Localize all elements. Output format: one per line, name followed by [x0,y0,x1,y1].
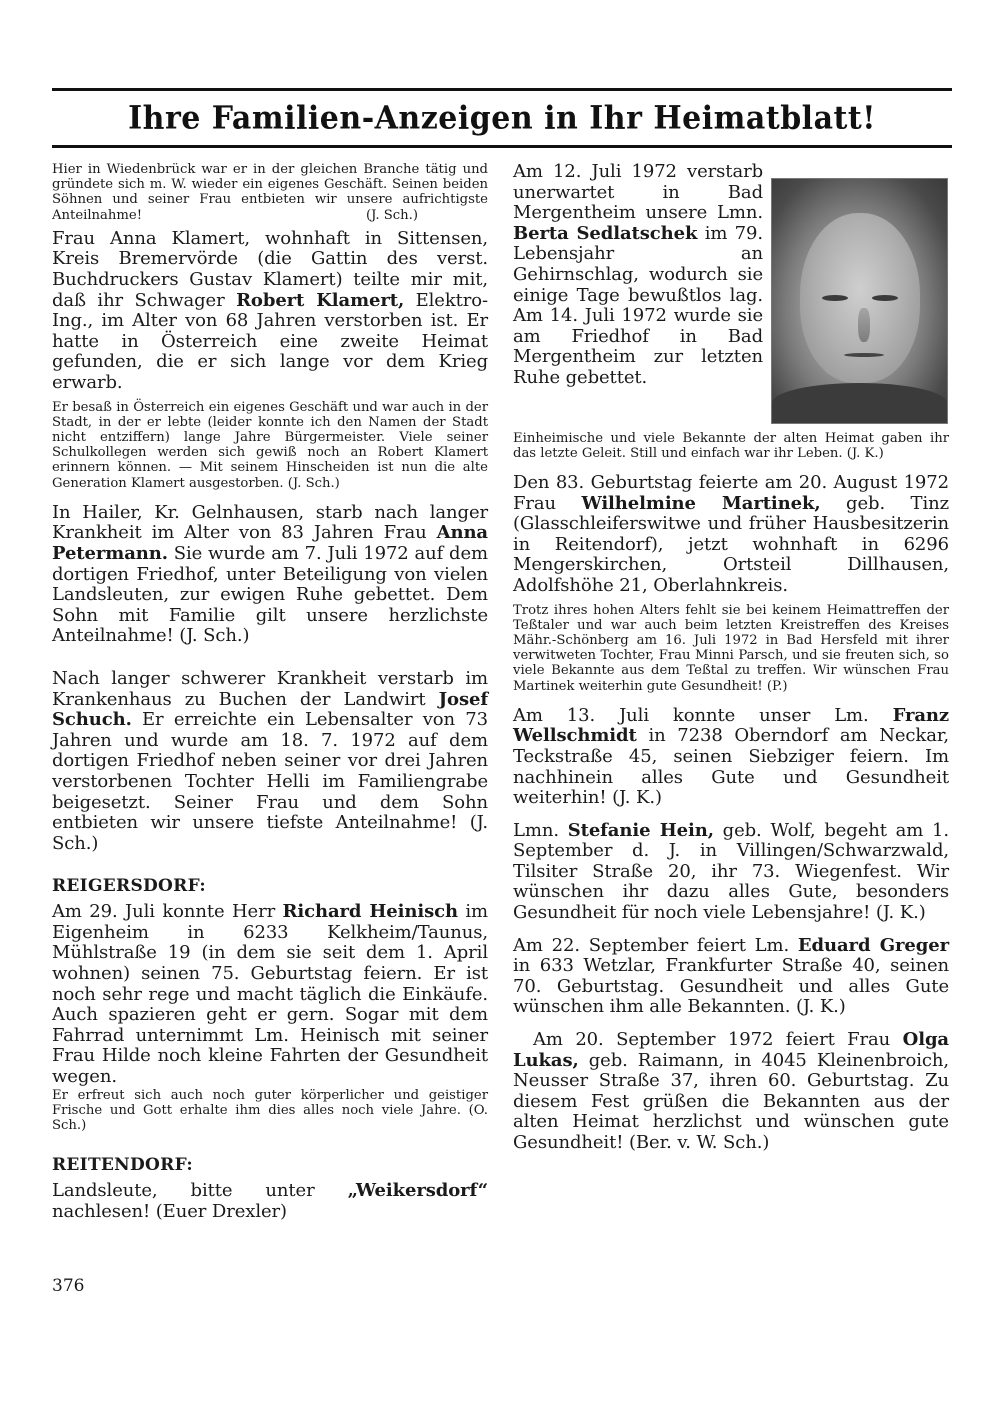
person-name: Anna Petermann. [52,522,488,564]
person-name: Wilhelmine Martinek, [581,492,821,514]
notice-greger: Am 22. September feiert Lm. Eduard Greger in 633 Wetzlar, Frankfurter Straße 40, seinen 70. Geburtstag. Gesundheit und alles Gute wünschen ihm alle Bekannten. (J. K.) [513,934,949,1018]
notice-lukas: Am 20. September 1972 feiert Frau Olga Lukas, geb. Raimann, in 4045 Kleinenbroich, Neusser Straße 37, ihren 60. Geburtstag. Zu diesem Fest grüßen die Bekannten aus der alten Heimat herzlichst und wünschen gute Gesundheit! (Ber. v. W. Sch.) [513,1029,949,1153]
notice-martinek-details: Trotz ihres hohen Alters fehlt sie bei keinem Heimattreffen der Teßtaler und war auch beim letzten Kreistreffen des Kreises Mähr.-Schönberg am 16. Juli 1972 in Bad Hersfeld mit ihrer verwitweten Tochter, Frau Minni Parsch, und sie freuten sich, so viele Bekannte aus dem Teßtal zu treffen. Wir wünschen Frau Martinek weiterhin gute Gesundheit! (P.) [513,602,949,694]
notice-reitendorf: Landsleute, bitte unter „Weikersdorf“ nachlesen! (Euer Drexler) [52,1180,488,1222]
notice-schuch: Nach langer schwerer Krankheit verstarb im Krankenhaus zu Buchen der Landwirt Josef Schuch. Er erreichte ein Lebensalter von 73 Jahren und wurde am 18. 7. 1972 auf dem dortigen Friedhof neben seiner vor drei Jahren verstorbenen Tochter Helli im Familiengrabe beigesetzt. Seiner Frau und dem Sohn entbieten wir unsere tiefste Anteilnahme! (J. Sch.) [52,667,488,854]
notice-heinisch-details: Er erfreut sich auch noch guter körperlicher und geistiger Frische und Gott erhalte ihm dies alles noch viele Jahre. (O. Sch.) [52,1087,488,1134]
notice-sedlatschek-details: Einheimische und viele Bekannte der alten Heimat gaben ihr das letzte Geleit. Still und einfach war ihr Leben. (J. K.) [513,430,949,461]
person-name: Josef Schuch. [52,688,488,731]
person-name: Robert Klamert, [236,289,405,311]
notice-wellschmidt: Am 13. Juli konnte unser Lm. Franz Wellschmidt in 7238 Oberndorf am Neckar, Teckstraße 45, seinen Siebziger feiern. Im nachhinein alles Gute und Gesundheit weiterhin! (J. K.) [513,704,949,809]
person-name: Franz Wellschmidt [513,704,949,747]
right-column [513,162,949,1154]
page-headline: Ihre Familien-Anzeigen in Ihr Heimatblatt! [128,100,876,137]
quoted-place: „Weikersdorf“ [347,1180,488,1202]
left-column [52,162,488,1222]
notice-petermann: In Hailer, Kr. Gelnhausen, starb nach langer Krankheit im Alter von 83 Jahren Frau Anna Petermann. Sie wurde am 7. Juli 1972 auf dem dortigen Friedhof, unter Beteiligung von vielen Landsleuten, zur ewigen Ruhe gebettet. Dem Sohn mit Familie gilt unsere herzlichste Anteilnahme! (J. Sch.) [52,501,488,647]
person-name: Eduard Greger [797,934,949,956]
person-name: Berta Sedlatschek [513,222,698,244]
section-heading-reitendorf: REITENDORF: [52,1155,193,1176]
person-name: Richard Heinisch [282,901,458,923]
notice-klamert: Frau Anna Klamert, wohnhaft in Sittensen, Kreis Bremervörde (die Gattin des verst. Buchdruckers Gustav Klamert) teilte mir mit, daß ihr Schwager Robert Klamert, Elektro-Ing., im Alter von 68 Jahren verstorben ist. Er hatte in Österreich eine zweite Heimat gefunden, die er sich lange vor dem Krieg erwarb. [52,227,489,393]
page-number: 376 [52,1276,85,1296]
notice-klamert-details: Er besaß in Österreich ein eigenes Geschäft und war auch in der Stadt, in der er lebte (leider konnte ich den Namen der Stadt nicht entziffern) lange Jahre Bürgermeister. Viele seiner Schulkollegen werden sich gewiß noch an Robert Klamert erinnern können. — Mit seinem Hinscheiden ist nun die alte Generation Klamert ausgestorben. (J. Sch.) [52,399,488,491]
person-name: Olga Lukas, [513,1029,949,1071]
top-rule [52,88,952,91]
notice-heinisch: Am 29. Juli konnte Herr Richard Heinisch im Eigenheim in 6233 Kelkheim/Taunus, Mühlstraße 19 (in dem sie seit dem 1. April wohnen) seinen 75. Geburtstag feiern. Er ist noch sehr rege und macht täglich die Einkäufe. Auch spazieren geht er gern. Sogar mit dem Fahrrad unternimmt Lm. Heinisch mit seiner Frau Hilde noch kleine Fahrten der Gesundheit wegen. [52,901,488,1088]
notice-martinek: Den 83. Geburtstag feierte am 20. August 1972 Frau Wilhelmine Martinek, geb. Tinz (Glasschleiferswitwe und früher Hausbesitzerin in Reitendorf), jetzt wohnhaft in 6296 Mengerskirchen, Ortsteil Dillhausen, Adolfshöhe 21, Oberlahnkreis. [513,471,949,596]
notice-sedlatschek: Am 12. Juli 1972 verstarb unerwartet in Bad Mergentheim unsere Lmn. Berta Sedlatschek im 79. Lebensjahr an Gehirnschlag, wodurch sie einige Tage bewußtlos lag. Am 14. Juli 1972 wurde sie am Friedhof in Bad Mergentheim zur letzten Ruhe gebettet. [513,161,763,388]
notice-hein: Lmn. Stefanie Hein, geb. Wolf, begeht am 1. September d. J. in Villingen/Schwarzwald, Tilsiter Straße 20, ihr 73. Wiegenfest. Wir wünschen ihr dazu alles Gute, besonders Gesundheit für noch viele Lebensjahre! (J. K.) [513,819,949,924]
notice-wiedenbrueck: Hier in Wiedenbrück war er in der gleichen Branche tätig und gründete sich m. W. wieder ein eigenes Geschäft. Seinen beiden Söhnen und seiner Frau entbieten wir unsere aufrichtigste Anteilnahme! (J. Sch.) [52,162,488,223]
headline-bottom-rule [52,145,952,148]
section-heading-reigersdorf: REIGERSDORF: [52,876,206,897]
person-name: Stefanie Hein, [567,819,714,841]
